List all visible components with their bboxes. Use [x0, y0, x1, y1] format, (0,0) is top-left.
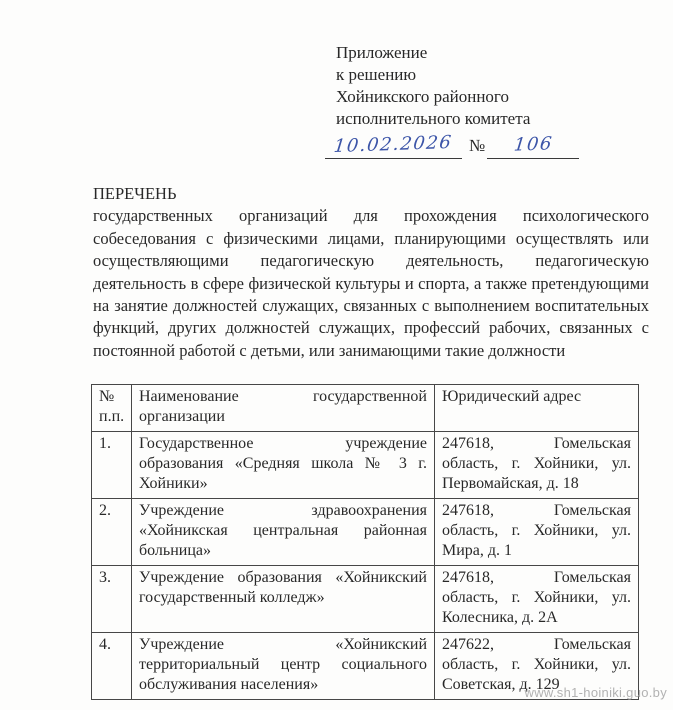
table-row	[92, 499, 639, 566]
cell-num: 1.	[92, 432, 132, 499]
number-underline	[487, 134, 579, 159]
list-title: ПЕРЕЧЕНЬ	[93, 184, 177, 203]
cell-name: Учреждение образования «Хойникский государственный колледж»	[132, 566, 435, 633]
cell-address: 247618, Гомельская область, г. Хойники, ул. Колесника, д. 2А	[435, 566, 639, 633]
appendix-header-line: Хойникского районного	[336, 87, 509, 106]
list-description-block	[93, 183, 649, 362]
cell-address: 247622, Гомельская область, г. Хойники, ул. Советская, д. 129	[435, 633, 639, 700]
cell-address: 247618, Гомельская область, г. Хойники, ул. Первомайская, д. 18	[435, 432, 639, 499]
watermark: www.sh1-hoiniki.guo.by	[524, 685, 667, 700]
cell-address: 247618, Гомельская область, г. Хойники, ул. Мира, д. 1	[435, 499, 639, 566]
cell-name: Государственное учреждение образования «Средняя школа № 3 г. Хойники»	[132, 432, 435, 499]
cell-name: Учреждение «Хойникский территориальный центр социального обслуживания населения»	[132, 633, 435, 700]
handwritten-number: 106	[512, 133, 554, 156]
cell-num: 3.	[92, 566, 132, 633]
appendix-header-line: Приложение	[336, 43, 428, 62]
col-header-address: Юридический адрес	[435, 385, 639, 432]
cell-num: 2.	[92, 499, 132, 566]
appendix-header-line: к решению	[336, 65, 417, 84]
table-header-row	[92, 385, 639, 432]
col-header-num: № п.п.	[92, 385, 132, 432]
number-sign: №	[469, 136, 486, 155]
list-description: государственных организаций для прохождения психологического собеседования с физическими лицами, планирующими осуществлять или осуществляющими педагогическую деятельность, педагогическую деятельность в сфере физической культуры и спорта, а также претендующими на занятие должностей служащих, связанных с выполнением воспитательных функций, других должностей служащих, профессий рабочих, связанных с постоянной работой с детьми, или занимающими такие должности	[93, 206, 649, 360]
cell-name: Учреждение здравоохранения «Хойникская центральная районная больница»	[132, 499, 435, 566]
date-underline	[325, 131, 462, 159]
appendix-header	[333, 42, 579, 160]
appendix-header-line: исполнительного комитета	[336, 109, 531, 128]
table-row	[92, 566, 639, 633]
organizations-table	[91, 384, 639, 700]
col-header-name: Наименование государственной организации	[132, 385, 435, 432]
decision-date-line	[325, 131, 579, 160]
table-row	[92, 432, 639, 499]
handwritten-date: 10.02.2026	[333, 131, 454, 158]
cell-num: 4.	[92, 633, 132, 700]
